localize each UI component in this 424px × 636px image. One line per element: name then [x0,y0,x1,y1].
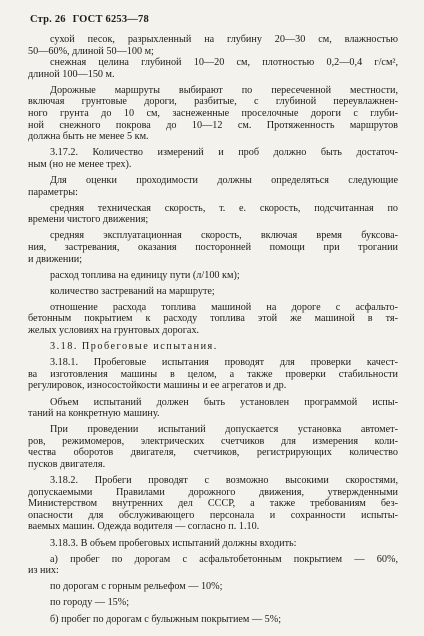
text-line: по дорогам с горным рельефом — 10%; [50,581,223,593]
text-line: ров, режимомеров, электрических счетчиков для измерения коли- [28,435,398,447]
text-line: 3.18.3. В объем пробеговых испытаний должны входить: [50,537,297,549]
text-line: должна быть не менее 5 км. [28,131,149,143]
text-line: из них: [28,565,59,577]
text-line: параметры: [28,186,78,198]
standard-code: ГОСТ 6253—78 [72,14,149,25]
text-line: бетонным покрытием к расходу топлива этой же машиной в тя- [28,313,398,325]
text-line: Министерством внутренних дел СССР, а также требованиям без- [28,498,398,510]
text-line: ным (но не менее трех). [28,158,132,170]
text-line: желых условиях на грунтовых дорогах. [28,325,200,337]
text-line: по городу — 15%; [50,597,130,609]
body-text [28,34,398,625]
text-line: Дорожные маршруты выбирают по пересеченной местности, [50,84,398,96]
text-line: ния, застревания, оказания посторонней помощи при трогании [28,242,398,253]
text-line: расход топлива на единицу пути (л/100 км); [50,269,240,281]
text-line: 50—60%, длиной 50—100 м; [28,45,154,57]
text-line: включая грунтовые дороги, разбитые, с глубиной переувлажнен- [28,96,398,108]
text-line: ного грунта до 10 см, заснеженные проселочные дороги с глуби- [28,108,398,120]
text-line: Для оценки проходимости должны определяться следующие [50,175,398,187]
text-line: и движении; [28,253,83,265]
section-heading: 3.18. Пробеговые испытания. [50,341,218,353]
text-line: 3.17.2. Количество измерений и проб должно быть достаточ- [50,147,398,159]
text-line: средняя техническая скорость, т. е. скорость, подсчитанная по [50,202,398,214]
text-line: Объем испытаний должен быть установлен программой испы- [50,396,398,408]
text-line: При проведении испытаний допускается установка автомет- [50,424,398,436]
text-line: а) пробег по дорогам с асфальтобетонным покрытием — 60%, [50,553,398,565]
text-line: сухой песок, разрыхленный на глубину 20—30 см, влажностью [50,34,398,45]
text-line: ваемых машин. Одежда водителя — согласно п. 1.10. [28,521,260,533]
text-line: допускаемыми Правилами дорожного движения, утвержденными [28,486,398,498]
text-line: ной снежного покрова до 10—12 см. Протяженность маршрутов [28,119,398,131]
text-line: регулировок, износостойкости машины и ее агрегатов и др. [28,380,287,392]
page-number: Стр. 26 [30,14,66,25]
page-header [30,14,149,25]
text-line: длиной 100—150 м. [28,68,115,80]
text-line: чества оборотов двигателя, счетчиков, регистрирующих количество [28,447,398,459]
text-line: отношение расхода топлива машиной на дороге с асфальто- [50,301,398,313]
text-line: ва изготовления машины в целом, а также проверки стабильности [28,368,398,380]
text-line: опасности для обслуживающего персонала и сохранности испыты- [28,509,398,521]
text-line: времени чистого движения; [28,214,149,226]
text-line: 3.18.2. Пробеги проводят с возможно высокими скоростями, [50,475,398,487]
text-line: снежная целина глубиной 10—20 см, плотностью 0,2—0,4 г/см², [50,57,398,69]
text-line: средняя эксплуатационная скорость, включая время буксова- [50,230,398,242]
text-line: количество застреваний на маршруте; [50,285,215,297]
text-line: б) пробег по дорогам с булыжным покрытием — 5%; [50,613,282,625]
text-line: пусков двигателя. [28,459,106,470]
text-line: 3.18.1. Пробеговые испытания проводят для проверки качест- [50,357,398,369]
text-line: таний на конкретную машину. [28,408,160,420]
